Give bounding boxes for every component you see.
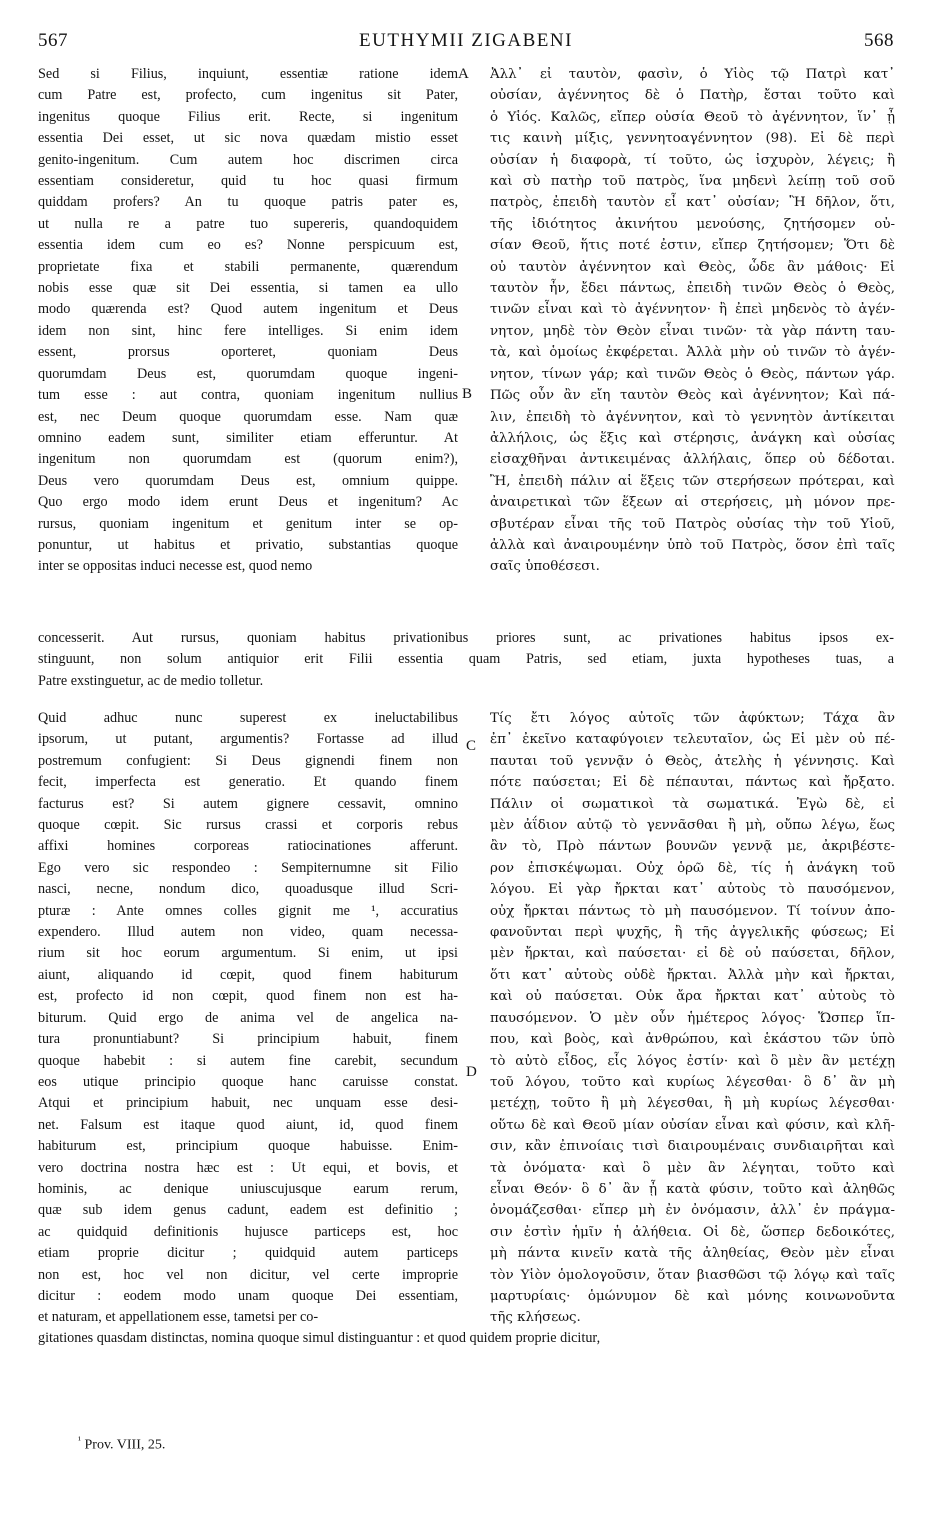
text-line: Patre exstinguetur, ac de medio tolletur. <box>38 672 264 689</box>
text-line: σίαν Θεοῦ, ἥτις ποτέ ἐστιν, εἴπερ ζητήσομεν; Ὅτι δὲ <box>490 238 895 254</box>
text-line: affixi homines corporeas ratiocinationes afferunt. <box>38 838 458 855</box>
footnote <box>78 1430 165 1456</box>
text-line: est, profecto id non cœpit, quod finem non est ha- <box>38 988 458 1005</box>
text-line: inter se oppositas induci necesse est, quod nemo <box>38 558 313 575</box>
text-line: Quid adhuc nunc superest ex ineluctabilibus <box>38 710 458 726</box>
text-line: τοῦ λόγου, τοῦτο καὶ κυρίως λέγεσθαι· ὃ δ᾽ ἂν μὴ <box>490 1074 895 1090</box>
text-line: quoque cœpit. Sic rursus crassi et corporis rebus <box>38 817 458 834</box>
text-line: φανοῦνται περὶ ψυχῆς, ἢ τῆς ἀγγελικῆς φύσεως; Εἰ <box>490 925 895 941</box>
margin-letter-d: D <box>466 1064 477 1080</box>
text-line: essentia idem cum eo es? Nonne perspicuum est, <box>38 237 458 254</box>
text-line: ingenitum non quorumdam est (quorum enim?), <box>38 451 458 468</box>
text-line: οὕτω δὲ καὶ Θεοῦ μίαν οὐσίαν εἶναι καὶ φύσιν, καὶ κλῆ- <box>490 1117 895 1133</box>
text-line: ἂν τὸ, Πρὸ πάντων βουνῶν γεννᾷ με, ἀκριβέστε- <box>490 839 895 855</box>
text-line: quiddam profers? An tu quoque patris pater es, <box>38 194 458 211</box>
text-line: Sed si Filius, inquiunt, essentiæ ratione idem <box>38 66 458 82</box>
text-line: nobis esse quæ sit Dei essentia, si tamen ea ullo <box>38 280 458 297</box>
footnote-text: Prov. VIII, 25. <box>84 1437 166 1453</box>
text-line: rium sit hoc eorum argumentum. Si enim, ut ipsi <box>38 945 458 962</box>
text-line: vero doctrina nostra hæc est : Ut equi, et bovis, et <box>38 1159 458 1176</box>
text-line: τὸ αὐτὸ εἶδος, εἷς λόγος ἐστίν· καὶ ὃ μὲν ἂν μετέχῃ <box>490 1053 895 1069</box>
text-line: est, nec Deum quoque quorumdam esse. Nam quæ <box>38 408 458 425</box>
greek-column-upper <box>490 64 895 578</box>
text-line: πότε παύσεται; Εἰ δὲ πέπαυται, πάντως καὶ ἤρξατο. <box>490 775 895 791</box>
margin-letter-c: C <box>466 738 477 754</box>
text-line: εἰσαχθῆναι ἀντικειμένας ἀλλήλαις, ὅπερ οὐ δέδοται. <box>490 452 895 468</box>
margin-letter-a: A <box>458 66 469 82</box>
footnote-mark: ¹ <box>78 1435 81 1446</box>
text-line: fecit, imperfecta est generatio. Et quando finem <box>38 774 458 791</box>
running-header <box>38 26 894 56</box>
margin-letter-b: B <box>462 386 473 402</box>
text-line: eos utique principio quoque hanc caruisse constat. <box>38 1073 458 1090</box>
latin-full-width-continuation <box>38 628 894 692</box>
text-line: Ego vero sic respondeo : Sempiternumne sit Filio <box>38 859 458 876</box>
text-line: dicitur : eodem modo unam quoque Dei essentiam, <box>38 1287 458 1304</box>
text-line: νητον, μηδὲ τὸν Θεὸν εἶναι τινῶν· τὰ γὰρ πάντη ταυ- <box>490 323 895 339</box>
text-line: οὐσίαν, ἀγέννητος δὲ ὁ Πατὴρ, ἔσται τοῦτο καὶ <box>490 88 895 104</box>
text-line: pturæ : Ante omnes colles gignit me ¹, accuratius <box>38 902 458 919</box>
text-line: tura pronuntiabunt? Si principium habuit, finem <box>38 1031 458 1048</box>
text-line: concesserit. Aut rursus, quoniam habitus privationibus priores sunt, ac privationes habitus ipsos ex- <box>38 630 894 646</box>
text-line: habiturum est, principium quoque habuisse. Enim- <box>38 1138 458 1155</box>
text-line: ἀλλὰ καὶ ἀναιρουμένην ὑπὸ τοῦ Πατρὸς, ὅσον ἐπὶ ταῖς <box>490 537 895 553</box>
text-line: Τίς ἔτι λόγος αὐτοῖς τῶν ἀφύκτων; Τάχα ἂν <box>490 711 895 726</box>
text-line: net. Falsum est itaque quod aiunt, id, quod finem <box>38 1116 458 1133</box>
text-line: μὴ πάντα κινεῖν κατὰ τῆς ἀληθείας, Θεὸν μὲν εἶναι <box>490 1246 895 1262</box>
text-line: πατρὸς, ἐπειδὴ ταυτὸν εἶ κατ᾽ οὐσίαν; Ἢ δῆλον, ὅτι, <box>490 195 895 211</box>
text-line: Ἀλλ᾽ εἰ ταυτὸν, φασὶν, ὁ Υἱὸς τῷ Πατρὶ κατ᾽ <box>490 67 895 82</box>
text-line: quorumdam Deus est, quorumdam quoque ingeni- <box>38 365 458 382</box>
text-line: οὐχ ἤρκται πάντως τὸ μὴ παυσόμενον. Τί τοίνυν ἀπο- <box>490 903 895 919</box>
latin-column-lower <box>38 708 458 1329</box>
running-title: EUTHYMII ZIGABENI <box>359 30 573 51</box>
latin-full-width-final-line <box>38 1328 894 1349</box>
text-line: παυται τοῦ γεννᾷν ὁ Θεὸς, ἀτελὴς ἡ γέννησις. Καὶ <box>490 753 895 769</box>
text-line: μὲν ἤρκται, καὶ παύσεται· εἰ δὲ οὐ παύσεται, δῆλον, <box>490 946 895 962</box>
text-line: Ἢ, ἐπειδὴ πάλιν αἱ ἕξεις τῶν στερήσεων πρότεραι, καὶ <box>490 473 895 489</box>
text-line: σιν ἐστὶν ἡμῖν ἡ ἀλήθεια. Οἱ δὲ, ὥσπερ δεδοικότες, <box>490 1224 895 1240</box>
text-line: ἐπ᾽ ἐκεῖνο καταφύγοιεν τελευταῖον, ὡς Εἰ μὲν οὐ πέ- <box>490 732 895 748</box>
text-line: λιν, ἐπειδὴ τὸ ἀγέννητον, καὶ τὸ γεννητὸν ἀντίκειται <box>490 409 895 425</box>
text-line: essentiam consideretur, quid tu hoc quasi firmum <box>38 173 458 190</box>
text-line: non est, hoc vel non dicitur, vel certe improprie <box>38 1266 458 1283</box>
text-line: καὶ σὺ πατὴρ τοῦ πατρὸς, ἵνα μηδενὶ λείπῃ τοῦ σοῦ <box>490 174 895 190</box>
text-line: ἀναιρετικαὶ τῶν ἕξεων αἱ στερήσεις, μὴ μόνον πρε- <box>490 495 895 511</box>
text-line: genito-ingenitum. Cum autem hoc discrimen circa <box>38 151 458 168</box>
text-line: ὅτι κατ᾽ αὐτοὺς οὐδὲ ἤρκται. Ἀλλὰ μὴν καὶ ἤρκται, <box>490 967 895 983</box>
text-line: hominis, ac denique uniuscujusque earum rerum, <box>38 1180 458 1197</box>
text-line: Atqui et principium habuit, nec unquam esse desi- <box>38 1095 458 1112</box>
latin-column-upper <box>38 64 458 578</box>
text-line: etiam proprie dicitur ; quidquid autem particeps <box>38 1245 458 1262</box>
text-line: quæ sub idem genus cadunt, eadem est definitio ; <box>38 1202 458 1219</box>
text-line: Deus vero quorumdam Deus est, omnium quippe. <box>38 472 458 489</box>
text-line: Quo ergo modo idem erunt Deus et ingenitum? Ac <box>38 494 458 511</box>
text-line: modo quærenda est? Quod autem ingenitum et Deus <box>38 301 458 318</box>
text-line: μαρτυρίαις· ὁμώνυμον δὲ καὶ μόνης κοινωνοῦντα <box>490 1288 895 1304</box>
text-line: ταυτὸν ἦν, ἔδει πάντως, ἐπειδὴ τινῶν Θεὸς ὁ Θεὸς, <box>490 281 895 297</box>
text-line: καὶ οὐ παύσεται. Οὐκ ἄρα ἤρκται κατ᾽ αὐτοὺς τὸ <box>490 989 895 1005</box>
text-line: omnino eadem sunt, similiter etiam efferuntur. At <box>38 429 458 446</box>
text-line: idem non sint, hinc fere intelliges. Si enim idem <box>38 322 458 339</box>
text-line: Πάλιν οἱ σωματικοὶ τὰ σωματικά. Ἐγὼ δὲ, εἰ <box>490 796 895 812</box>
text-line: expendero. Illud autem non video, quam necessa- <box>38 924 458 941</box>
text-line: τῆς ἰδιότητος ἀκινήτου μενούσης, ζητήσομεν οὐ- <box>490 216 895 232</box>
text-line: τῆς κλήσεως. <box>490 1310 581 1326</box>
text-line: μὲν ἀΐδιον αὐτῷ τὸ γεννᾶσθαι ἢ μὴ, οὔπω λέγω, ἕως <box>490 818 895 834</box>
text-line: ipsorum, ut putant, argumentis? Fortasse ad illud <box>38 731 458 748</box>
text-line: essentia Dei esset, ut sic nova quædam mistio esset <box>38 130 458 147</box>
text-line: cum Patre est, profecto, cum ingenitus sit Pater, <box>38 87 458 104</box>
text-line: λόγου. Εἰ γὰρ ἤρκται κατ᾽ αὐτοὺς τὸ παυσόμενον, <box>490 882 895 898</box>
text-line: τὸν Υἱὸν ὁμολογοῦσιν, ὅταν βιασθῶσι τῷ λόγῳ καὶ ταῖς <box>490 1267 895 1283</box>
text-line: ac quidquid definitionis hujusce particeps est, hoc <box>38 1223 458 1240</box>
text-line: οὐσίαν ἡ διαφορὰ, τί τοῦτο, ὡς ἰσχυρὸν, λέγεις; ἢ <box>490 152 895 168</box>
text-line: ὁ Υἱός. Καλῶς, εἴπερ οὐσία Θεοῦ τὸ ἀγέννητον, ἵν᾽ ᾖ <box>490 109 895 125</box>
text-line: εἶναι Θεόν· ὃ δ᾽ ἂν ᾖ κατὰ φύσιν, τοῦτο καὶ ἀληθῶς <box>490 1181 895 1197</box>
text-line: essent, prorsus oporteret, quoniam Deus <box>38 344 458 361</box>
text-line: rursus, quoniam ingenitum et genitum inter se op- <box>38 515 458 532</box>
text-line: σιν, κἂν ἐπινοίαις τισὶ διαιρουμέναις συνδιαιρῆται καὶ <box>490 1139 895 1155</box>
text-line: παυσόμενον. Ὁ μὲν οὖν ἡμέτερος λόγος· Ὥσπερ ἵπ- <box>490 1010 895 1026</box>
text-line: τις καινὴ μίξις, γεννητοαγέννητον (98). Εἰ δὲ περὶ <box>490 131 895 147</box>
text-line: stinguunt, non solum antiquior erit Filii essentia quam Patris, sed etiam, juxta hypotheses tuas, a <box>38 651 894 668</box>
text-line: tum esse : aut contra, quoniam ingenitum nullius <box>38 387 458 404</box>
text-line: biturum. Quid ergo de anima vel de angelica na- <box>38 1009 458 1026</box>
text-line: νητον, τίνων γάρ; καὶ τινῶν Θεὸς ὁ Θεὸς, πάντων γάρ. <box>490 366 895 382</box>
text-line: facturus est? Si autem gignere cessavit, omnino <box>38 795 458 812</box>
text-line: ὀνομάζεσθαι· εἴπερ μὴ ἐν ὀνόμασιν, ἀλλ᾽ ἐν πράγμα- <box>490 1203 895 1219</box>
page-number-left: 567 <box>38 30 68 51</box>
text-line: nasci, necne, nondum dico, quoadusque illud Scri- <box>38 881 458 898</box>
text-line: ut nulla re a patre tuo supereris, quandoquidem <box>38 215 458 232</box>
text-line: τινῶν εἶναι καὶ τὸ ἀγέννητον· ἢ ἐπεὶ μηδενὸς τὸ ἀγέν- <box>490 302 895 318</box>
text-line: οὐ ταυτὸν ἀγέννητον καὶ Θεὸς, ὧδε ἂν μάθοις· Εἰ <box>490 259 895 275</box>
text-line: τὰ ὀνόματα· καὶ ὃ μὲν ἂν λέγηται, τοῦτο καὶ <box>490 1160 895 1176</box>
text-line: Πῶς οὖν ἂν εἴη ταυτὸν Θεὸς καὶ ἀγέννητον; Καὶ πά- <box>490 388 895 404</box>
text-line: τὰ, καὶ ὁμοίως ἐκφέρεται. Ἀλλὰ μὴν οὐ τινῶν τὸ ἀγέν- <box>490 345 895 361</box>
text-line: ρον ἐπισκέψωμαι. Οὐχ ὁρῶ δὲ, τίς ἡ ἀνάγκη τοῦ <box>490 860 895 876</box>
page-number-right: 568 <box>864 30 894 51</box>
text-line: quoque habebit : si autem fine carebit, secundum <box>38 1052 458 1069</box>
text-line: ἀλλήλοις, ὡς ἕξις καὶ στέρησις, ἀνάγκη καὶ οὐσίας <box>490 430 895 446</box>
text-line: μετέχῃ, τοῦτο ἢ μὴ λέγεσθαι, ἢ μὴ κυρίως λέγεσθαι· <box>490 1096 895 1112</box>
text-line: postremum confugient: Si Deus gignendi finem non <box>38 752 458 769</box>
text-line: et naturam, et appellationem esse, tametsi per co- <box>38 1309 319 1326</box>
text-line: ponuntur, ut habitus et privatio, substantias quoque <box>38 536 458 553</box>
text-line: ingenitus quoque Filius erit. Recte, si ingenitum <box>38 108 458 125</box>
text-line: που, καὶ βοὸς, καὶ ἀνθρώπου, καὶ ἑκάστου τῶν ὑπὸ <box>490 1032 895 1048</box>
text-line: gitationes quasdam distinctas, nomina quoque simul distinguantur : et quod quidem proprie dicitur, <box>38 1330 601 1346</box>
text-line: σβυτέραν εἶναι τῆς τοῦ Πατρὸς οὐσίας τὴν τοῦ Υἱοῦ, <box>490 516 895 532</box>
text-line: proprietate fixa et stabili permanente, quærendum <box>38 258 458 275</box>
text-line: σαῖς ὑποθέσεσι. <box>490 559 600 575</box>
text-line: aiunt, aliquando id cœpit, quod finem habiturum <box>38 966 458 983</box>
greek-column-lower <box>490 708 895 1329</box>
